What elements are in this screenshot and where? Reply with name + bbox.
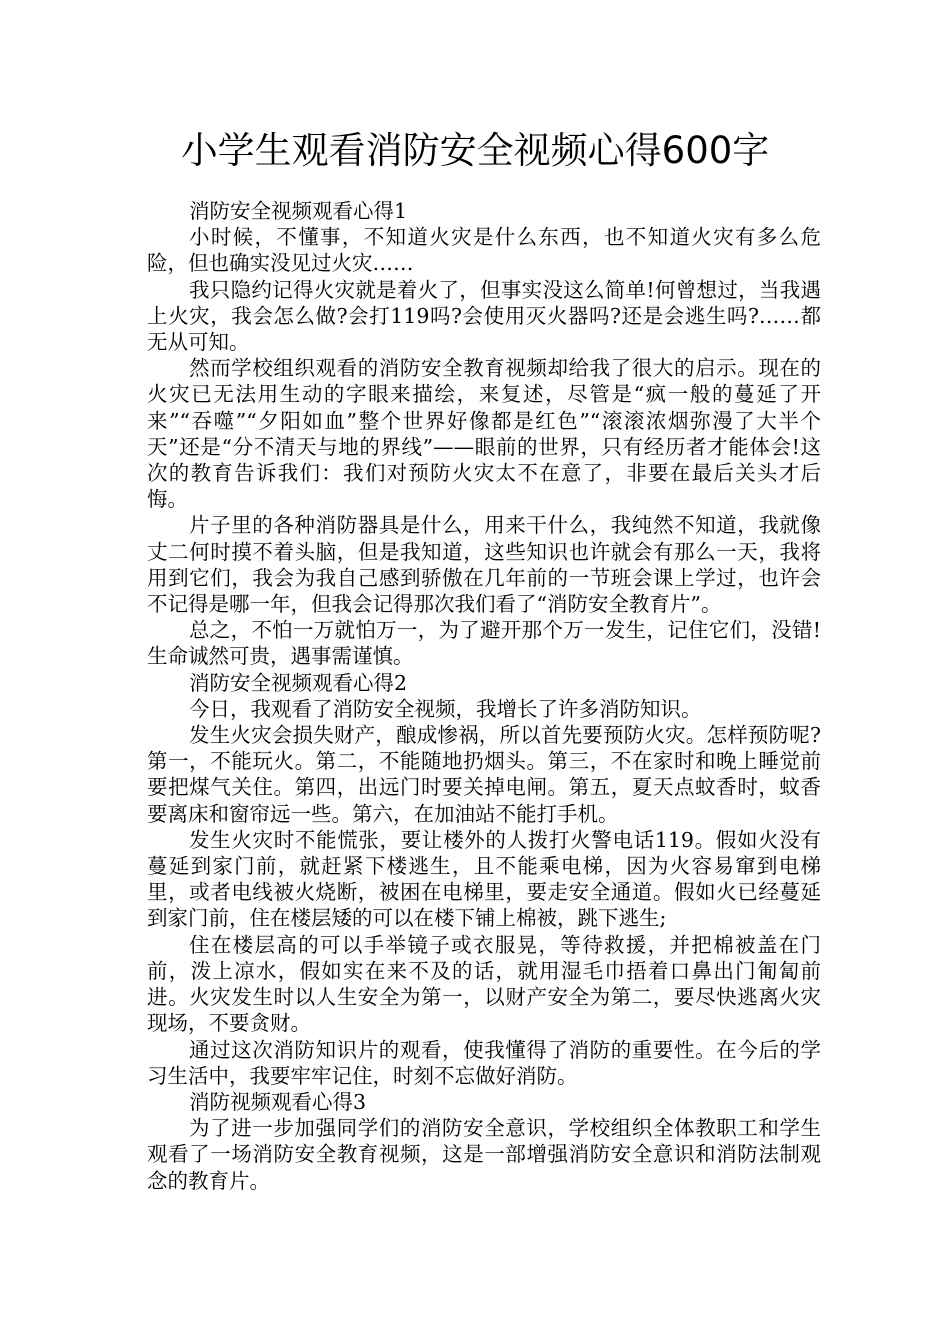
paragraph: 通过这次消防知识片的观看，使我懂得了消防的重要性。在今后的学习生活中，我要牢牢记住，时刻不忘做好消防。 xyxy=(147,1037,821,1088)
paragraph: 今日，我观看了消防安全视频，我增长了许多消防知识。 xyxy=(189,696,702,721)
paragraph: 片子里的各种消防器具是什么，用来干什么，我纯然不知道，我就像丈二何时摸不着头脑，但是我知道，这些知识也许就会有那么一天，我将用到它们，我会为我自己感到骄傲在几年前的一节班会课上学过，也许会不记得是哪一年，但我会记得那次我们看了“消防安全教育片”。 xyxy=(147,513,821,617)
paragraph: 发生火灾会损失财产，酿成惨祸，所以首先要预防火灾。怎样预防呢?第一，不能玩火。第二，不能随地扔烟头。第三，不在家时和晚上睡觉前要把煤气关住。第四，出远门时要关掉电闸。第五，夏天点蚊香时，蚊香要离床和窗帘远一些。第六，在加油站不能打手机。 xyxy=(147,723,821,826)
section-heading: 消防安全视频观看心得1 xyxy=(189,199,408,223)
paragraph: 住在楼层高的可以手举镜子或衣服晃，等待救援，并把棉被盖在门前，泼上凉水，假如实在来不及的话，就用湿毛巾捂着口鼻出门匍匐前进。火灾发生时以人生安全为第一，以财产安全为第二，要尽快逃离火灾现场，不要贪财。 xyxy=(147,932,821,1036)
paragraph: 总之，不怕一万就怕万一，为了避开那个万一发生，记住它们，没错!生命诚然可贵，遇事需谨慎。 xyxy=(147,618,821,669)
paragraph: 为了进一步加强同学们的消防安全意识，学校组织全体教职工和学生观看了一场消防安全教育视频，这是一部增强消防安全意识和消防法制观念的教育片。 xyxy=(147,1116,821,1193)
paragraph: 发生火灾时不能慌张，要让楼外的人拨打火警电话119。假如火没有蔓延到家门前，就赶紧下楼逃生，且不能乘电梯，因为火容易窜到电梯里，或者电线被火烧断，被困在电梯里，要走安全通道。假如火已经蔓延到家门前，住在楼层矮的可以在楼下铺上棉被，跳下逃生; xyxy=(147,827,821,931)
document-body xyxy=(147,198,821,1194)
paragraph: 我只隐约记得火灾就是着火了，但事实没这么简单!何曾想过，当我遇上火灾，我会怎么做?会打119吗?会使用灭火器吗?还是会逃生吗?……都无从可知。 xyxy=(147,277,821,355)
page-title: 小学生观看消防安全视频心得600字 xyxy=(180,129,770,172)
paragraph: 然而学校组织观看的消防安全教育视频却给我了很大的启示。现在的火灾已无法用生动的字眼来描绘，来复述，尽管是“疯一般的蔓延了开来”“吞噬”“夕阳如血”整个世界好像都是红色”“滚滚浓烟弥漫了大半个天”还是“分不清天与地的界线”——眼前的世界，只有经历者才能体会!这次的教育告诉我们：我们对预防火灾太不在意了，非要在最后关头才后悔。 xyxy=(147,356,821,512)
section-heading: 消防视频观看心得3 xyxy=(189,1089,367,1114)
paragraph: 小时候，不懂事，不知道火灾是什么东西，也不知道火灾有多么危险，但也确实没见过火灾…… xyxy=(147,225,821,276)
section-heading: 消防安全视频观看心得2 xyxy=(189,670,408,695)
